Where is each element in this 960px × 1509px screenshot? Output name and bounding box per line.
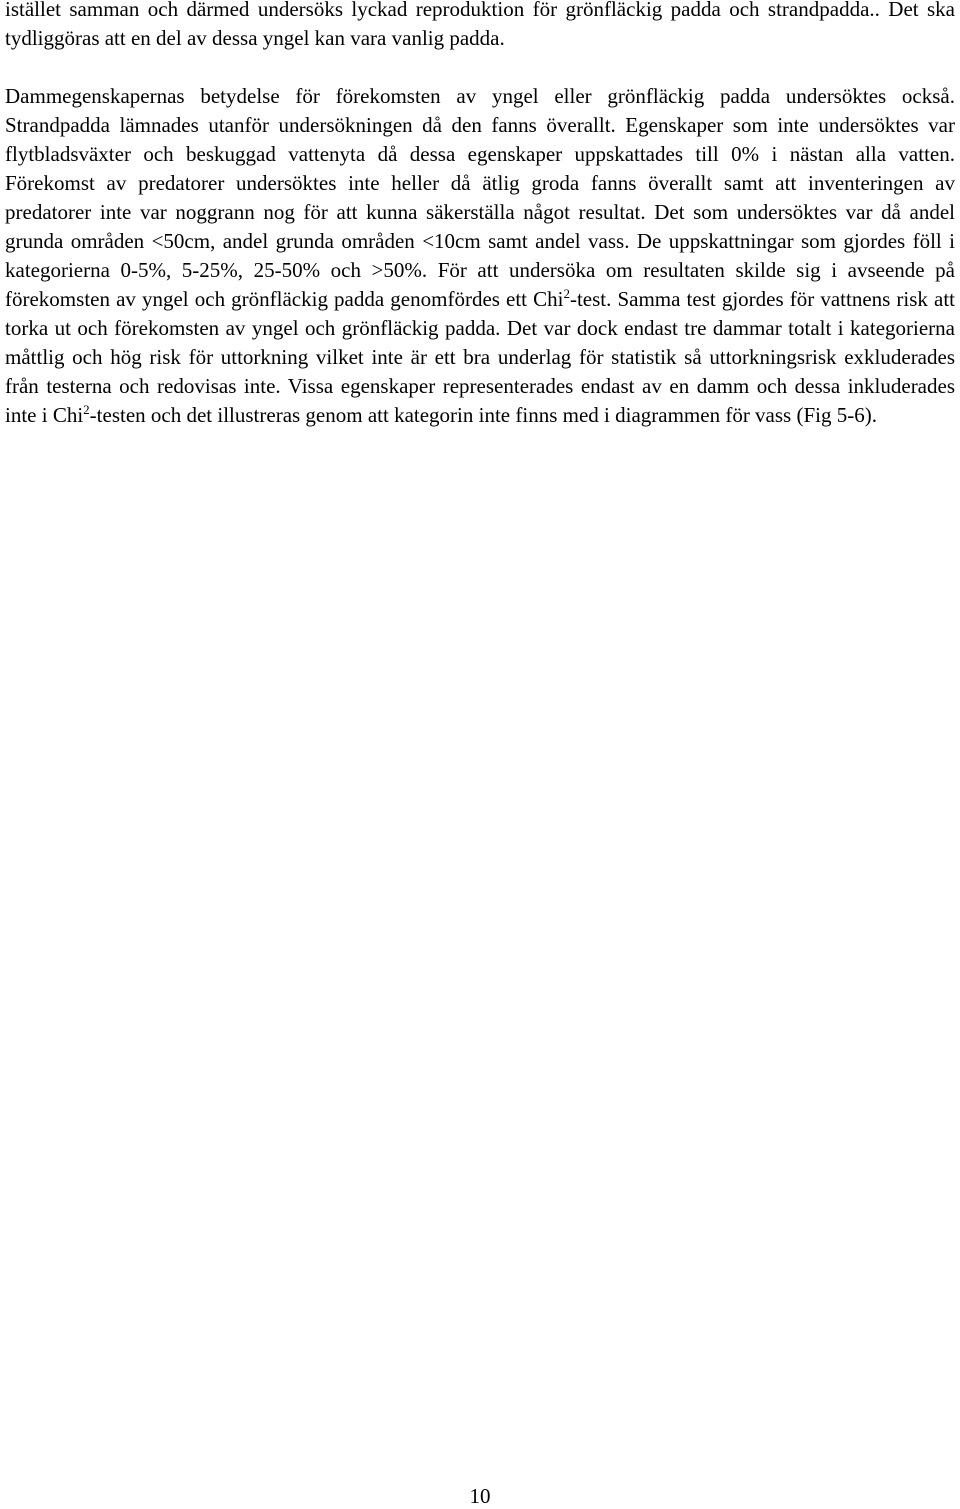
body-paragraph xyxy=(5,82,955,430)
body-paragraph xyxy=(5,0,955,53)
page-number: 10 xyxy=(469,1484,491,1508)
paragraph-text-part-1: Dammegenskapernas betydelse för förekomsten av yngel eller grönfläckig padda undersöktes också. Strandpadda lämnades utanför undersökningen då den fanns överallt. Egenskaper som inte undersöktes var flytbladsväxter och beskuggad vattenyta då dessa egenskaper uppskattades till 0% i nästan alla vatten. Förekomst av predatorer undersöktes inte heller då ätlig groda fanns överallt samt att inventeringen av predatorer inte var noggrann nog för att kunna säkerställa något resultat. Det som undersöktes var då andel grunda områden <50cm, andel grunda områden <10cm samt andel vass. De uppskattningar som gjordes föll i kategorierna 0-5%, 5-25%, 25-50% och >50%. För att undersöka om resultaten skilde sig i avseende på förekomsten av yngel och grönfläckig padda genomfördes ett Chi xyxy=(5,84,955,311)
paragraph-block-1 xyxy=(5,0,955,53)
superscript: 2 xyxy=(83,402,90,417)
superscript: 2 xyxy=(563,286,570,301)
paragraph-text-part-2: -test. Samma test gjordes för vattnens risk att torka ut och förekomsten av yngel och grönfläckig padda. Det var dock endast tre dammar totalt i kategorierna måttlig och hög risk för uttorkning vilket inte är ett bra underlag för statistik så uttorkningsrisk exkluderades från testerna och redovisas inte. Vissa egenskaper representerades endast av en damm och dessa inkluderades inte i Chi xyxy=(5,287,955,427)
paragraph-block-2 xyxy=(5,82,955,430)
paragraph-text-part-3: -testen och det illustreras genom att kategorin inte finns med i diagrammen för vass (Fig 5-6). xyxy=(89,403,877,427)
paragraph-text: istället samman och därmed undersöks lyckad reproduktion för grönfläckig padda och strandpadda.. Det ska tydliggöras att en del av dessa yngel kan vara vanlig padda. xyxy=(5,0,955,50)
